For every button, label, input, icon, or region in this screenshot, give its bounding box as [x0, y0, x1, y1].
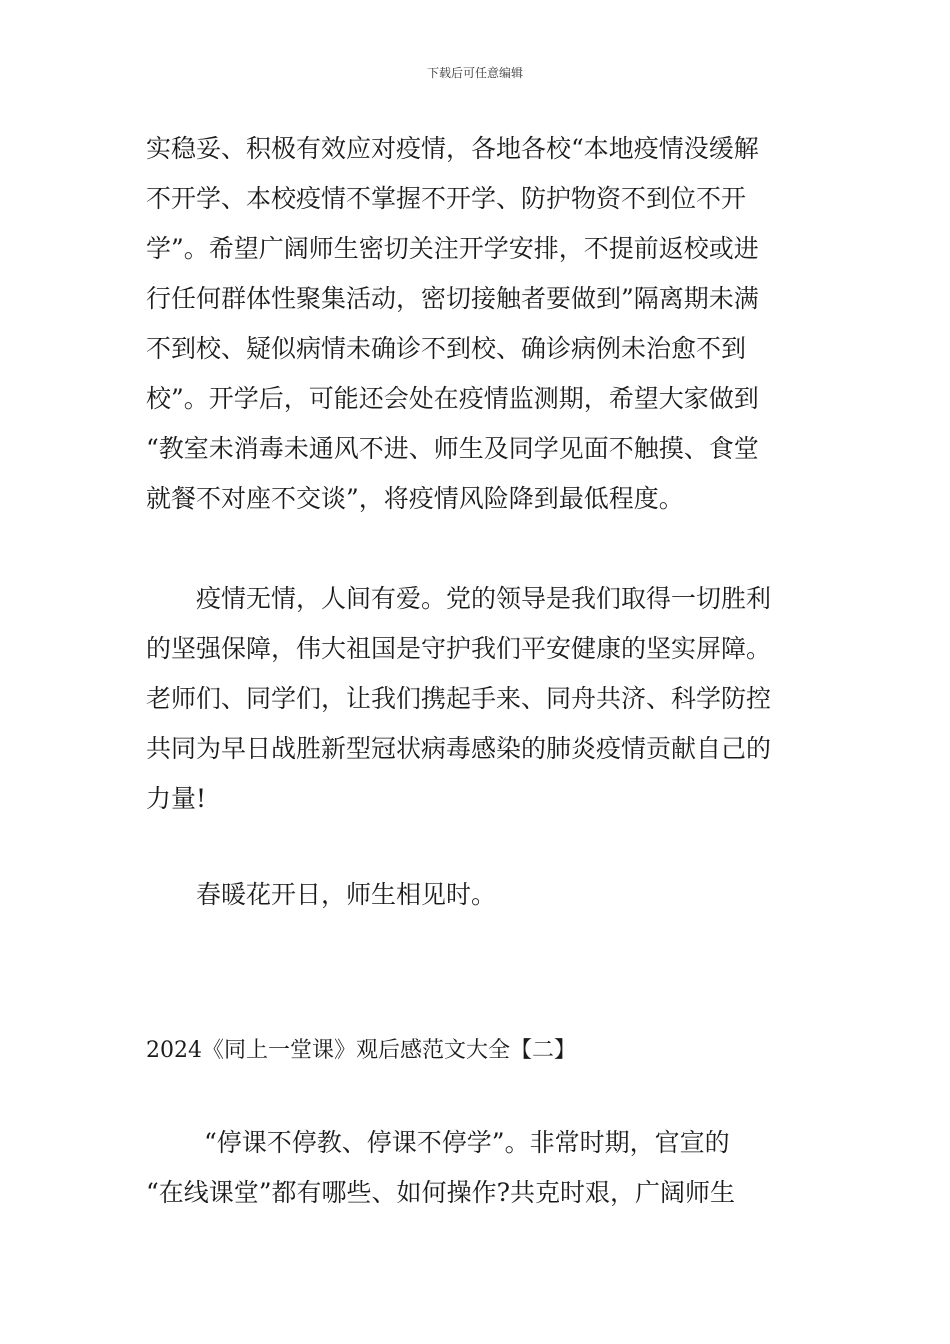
paragraph-line: 的坚强保障，伟大祖国是守护我们平安健康的坚实屏障。: [146, 634, 772, 663]
paragraph-line: 力量!: [146, 784, 207, 813]
paragraph-line: 不开学、本校疫情不掌握不开学、防护物资不到位不开: [146, 184, 747, 213]
paragraph-line: “停课不停教、停课不停学”。非常时期，官宣的: [204, 1128, 730, 1157]
section-heading: 2024《同上一堂课》观后感范文大全【二】: [146, 1038, 576, 1063]
paragraph-line: 共同为早日战胜新型冠状病毒感染的肺炎疫情贡献自己的: [146, 734, 772, 763]
paragraph-line: 疫情无情，人间有爱。党的领导是我们取得一切胜利: [196, 584, 772, 613]
paragraph-2: [146, 574, 810, 824]
paragraph-line: 就餐不对座不交谈”，将疫情风险降到最低程度。: [146, 484, 684, 513]
page-header-note: 下载后可任意编辑: [426, 66, 523, 80]
paragraph-line: 校”。开学后，可能还会处在疫情监测期，希望大家做到: [146, 384, 759, 413]
paragraph-4: [146, 1118, 810, 1218]
paragraph-line: 不到校、疑似病情未确诊不到校、确诊病例未治愈不到: [146, 334, 747, 363]
paragraph-line: 学”。希望广阔师生密切关注开学安排，不提前返校或进: [146, 234, 759, 263]
paragraph-line: 行任何群体性聚集活动，密切接触者要做到”隔离期未满: [146, 284, 759, 313]
paragraph-line: 实稳妥、积极有效应对疫情，各地各校“本地疫情没缓解: [146, 134, 759, 163]
paragraph-line: 春暖花开日，师生相见时。: [196, 880, 497, 909]
paragraph-line: “在线课堂”都有哪些、如何操作?共克时艰，广阔师生: [146, 1178, 735, 1207]
paragraph-1: [146, 124, 810, 524]
paragraph-3: [146, 870, 810, 920]
paragraph-line: 老师们、同学们，让我们携起手来、同舟共济、科学防控: [146, 684, 772, 713]
paragraph-line: “教室未消毒未通风不进、师生及同学见面不触摸、食堂: [146, 434, 759, 463]
